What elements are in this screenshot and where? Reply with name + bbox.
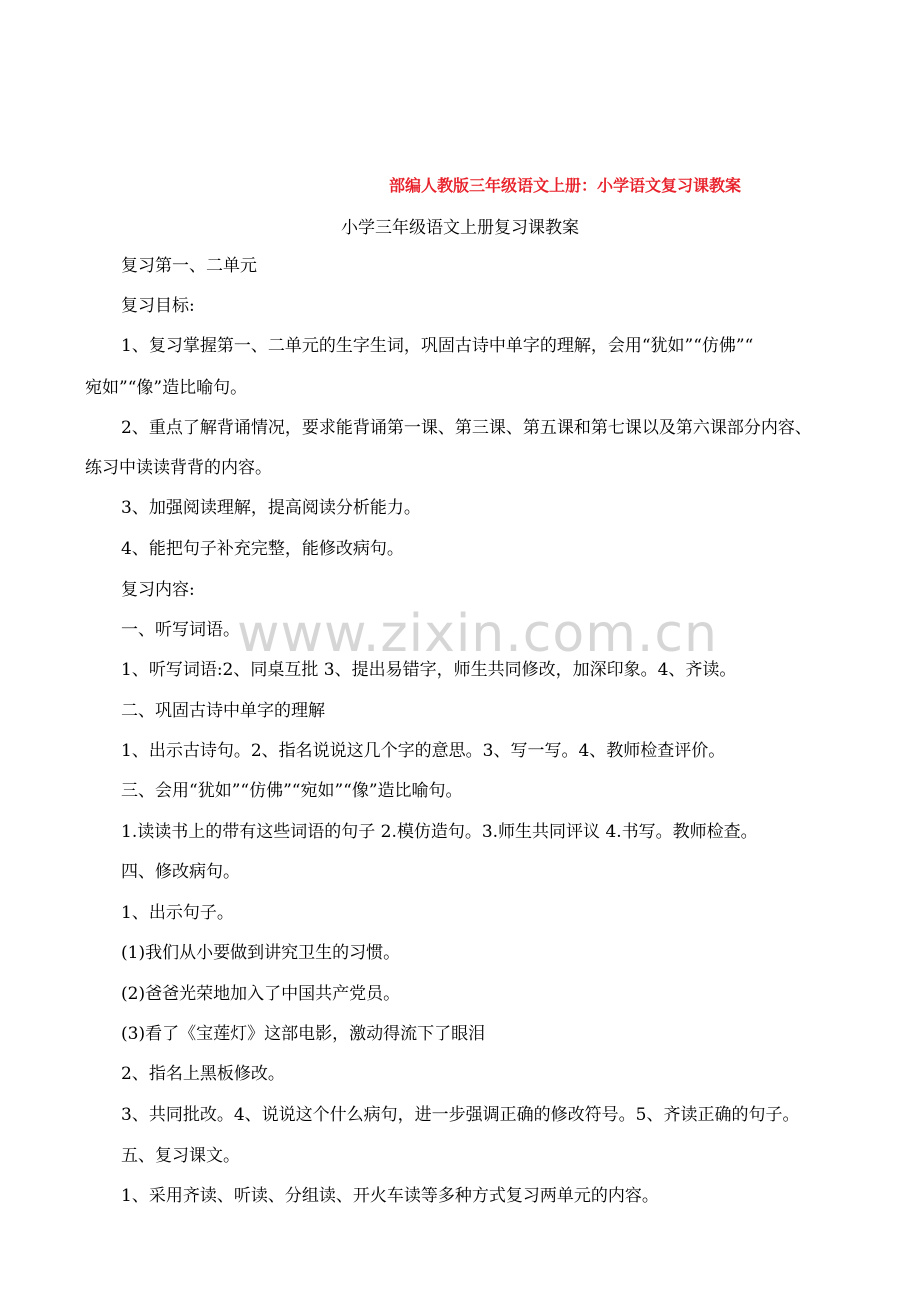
text-line: 复习目标: — [121, 296, 195, 316]
text-line: 二、巩固古诗中单字的理解 — [121, 701, 325, 721]
text-line: 3、共同批改。4、说说这个什么病句，进一步强调正确的修改符号。5、齐读正确的句子。 — [121, 1105, 800, 1125]
text-line: 1、听写词语:2、同桌互批 3、提出易错字，师生共同修改，加深印象。4、齐读。 — [121, 660, 737, 680]
text-line: 1、采用齐读、听读、分组读、开火车读等多种方式复习两单元的内容。 — [121, 1186, 659, 1206]
document-header: 部编人教版三年级语文上册：小学语文复习课教案 — [389, 176, 742, 195]
text-line: (1)我们从小要做到讲究卫生的习惯。 — [121, 943, 401, 963]
text-line: 2、重点了解背诵情况，要求能背诵第一课、第三课、第五课和第七课以及第六课部分内容、 — [121, 418, 812, 438]
text-line: 2、指名上黑板修改。 — [121, 1064, 285, 1084]
text-line: 五、复习课文。 — [121, 1146, 240, 1166]
text-line: 1、出示句子。 — [121, 903, 234, 923]
document-title: 小学三年级语文上册复习课教案 — [341, 218, 579, 238]
text-line: (3)看了《宝莲灯》这部电影，激动得流下了眼泪 — [121, 1024, 486, 1044]
text-line: 四、修改病句。 — [121, 862, 240, 882]
text-line: 一、听写词语。 — [121, 620, 240, 640]
watermark: www.zixin.com.cn — [237, 604, 718, 664]
text-line: 1.读读书上的带有这些词语的句子 2.模仿造句。3.师生共同评议 4.书写。教师检查。 — [121, 822, 758, 842]
text-line: 1、复习掌握第一、二单元的生字生词，巩固古诗中单字的理解，会用“犹如”“仿佛”“ — [121, 336, 754, 356]
text-line: 三、会用“犹如”“仿佛”“宛如”“像”造比喻句。 — [121, 781, 463, 801]
text-line: 复习第一、二单元 — [121, 256, 257, 276]
text-line: 3、加强阅读理解，提高阅读分析能力。 — [121, 498, 421, 518]
text-line: 宛如”“像”造比喻句。 — [85, 378, 248, 398]
text-line: 练习中读读背背的内容。 — [85, 458, 272, 478]
text-line: 4、能把句子补充完整，能修改病句。 — [121, 539, 404, 559]
text-line: (2)爸爸光荣地加入了中国共产党员。 — [121, 984, 401, 1004]
text-line: 1、出示古诗句。2、指名说说这几个字的意思。3、写一写。4、教师检查评价。 — [121, 741, 726, 761]
text-line: 复习内容: — [121, 580, 195, 600]
